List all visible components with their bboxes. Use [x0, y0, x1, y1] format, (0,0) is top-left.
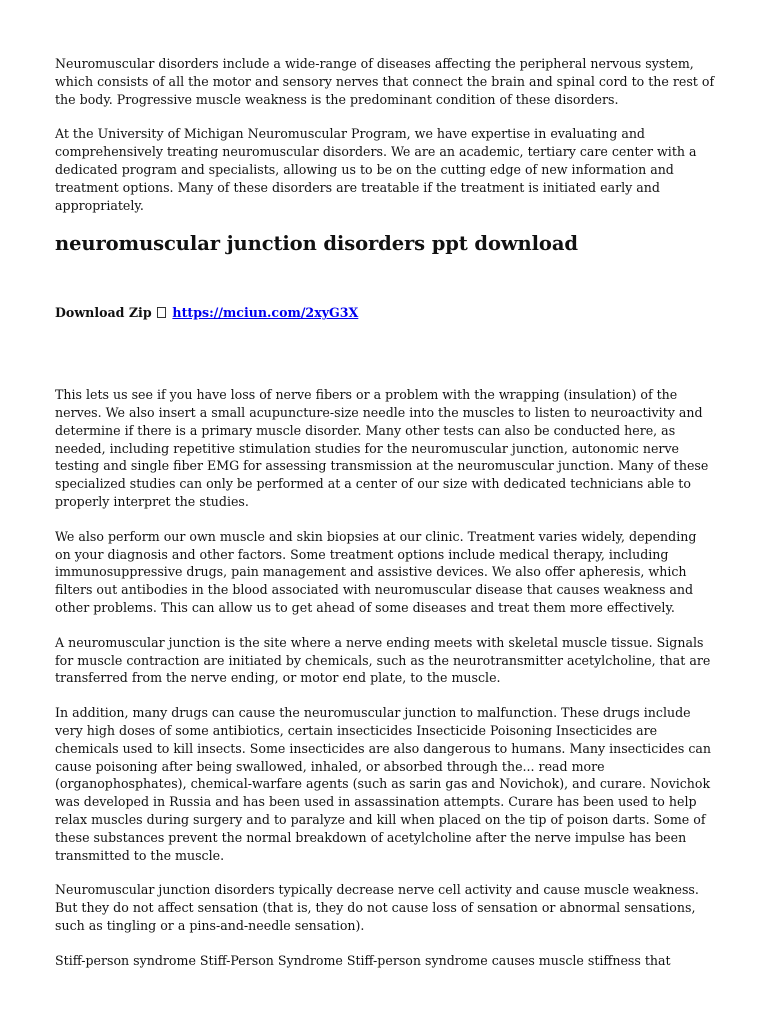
body-paragraph-1: This lets us see if you have loss of nerve fibers or a problem with the wrapping (insulation) of the nerves. We also insert a small acupuncture-size needle into the muscles to listen to neuroactivity and determine if there is a primary muscle disorder. Many other tests can also be conducted here, as needed, including repetitive stimulation studies for the neuromuscular junction, autonomic nerve testing and single fiber EMG for assessing transmission at the neuromuscular junction. Many of these specialized studies can only be performed at a center of our size with dedicated technicians able to properly interpret the studies.	[55, 387, 709, 509]
download-link[interactable]: https://mciun.com/2xyG3X	[172, 305, 359, 321]
body-paragraph-4: In addition, many drugs can cause the neuromuscular junction to malfunction. These drugs include very high doses of some antibiotics, certain insecticides Insecticide Poisoning Insecticides are chemicals used to kill insects. Some insecticides are also dangerous to humans. Many insecticides can cause poisoning after being swallowed, inhaled, or absorbed through the... read more (organophosphates), chemical-warfare agents (such as sarin gas and Novichok), and curare. Novichok was developed in Russia and has been used in assassination attempts. Curare has been used to help relax muscles during surgery and to paralyze and kill when placed on the tip of poison darts. Some of these substances prevent the normal breakdown of acetylcholine after the nerve impulse has been transmitted to the muscle.	[55, 705, 712, 863]
body-paragraph-6: Stiff-person syndrome Stiff-Person Syndrome Stiff-person syndrome causes muscle stiffness that	[55, 952, 671, 968]
body-paragraph-2: We also perform our own muscle and skin biopsies at our clinic. Treatment varies widely, depending on your diagnosis and other factors. Some treatment options include medical therapy, including immunosuppressive drugs, pain management and assistive devices. We also offer apheresis, which filters out antibodies in the blood associated with neuromuscular disease that causes weakness and other problems. This can allow us to get ahead of some diseases and treat them more effectively.	[55, 528, 697, 615]
page-title: neuromuscular junction disorders ppt download	[55, 232, 578, 256]
body-paragraph-5: Neuromuscular junction disorders typically decrease nerve cell activity and cause muscle weakness. But they do not affect sensation (that is, they do not cause loss of sensation or abnormal sensations, such as tingling or a pins-and-needle sensation).	[55, 882, 699, 933]
intro-paragraph-2: At the University of Michigan Neuromuscular Program, we have expertise in evaluating and comprehensively treating neuromuscular disorders. We are an academic, tertiary care center with a dedicated program and specialists, allowing us to be on the cutting edge of new information and treatment options. Many of these disorders are treatable if the treatment is initiated early and appropriately.	[55, 126, 697, 213]
broken-glyph-icon	[157, 307, 166, 318]
download-label: Download Zip	[55, 305, 152, 321]
document-page	[55, 55, 715, 986]
body-paragraph-3: A neuromuscular junction is the site where a nerve ending meets with skeletal muscle tissue. Signals for muscle contraction are initiated by chemicals, such as the neurotransmitter acetylcholine, that are transferred from the nerve ending, or motor end plate, to the muscle.	[55, 634, 711, 686]
download-line	[55, 304, 715, 322]
intro-paragraph-1: Neuromuscular disorders include a wide-range of diseases affecting the peripheral nervous system, which consists of all the motor and sensory nerves that connect the brain and spinal cord to the rest of the body. Progressive muscle weakness is the predominant condition of these disorders.	[55, 56, 715, 107]
spacer	[55, 322, 715, 386]
